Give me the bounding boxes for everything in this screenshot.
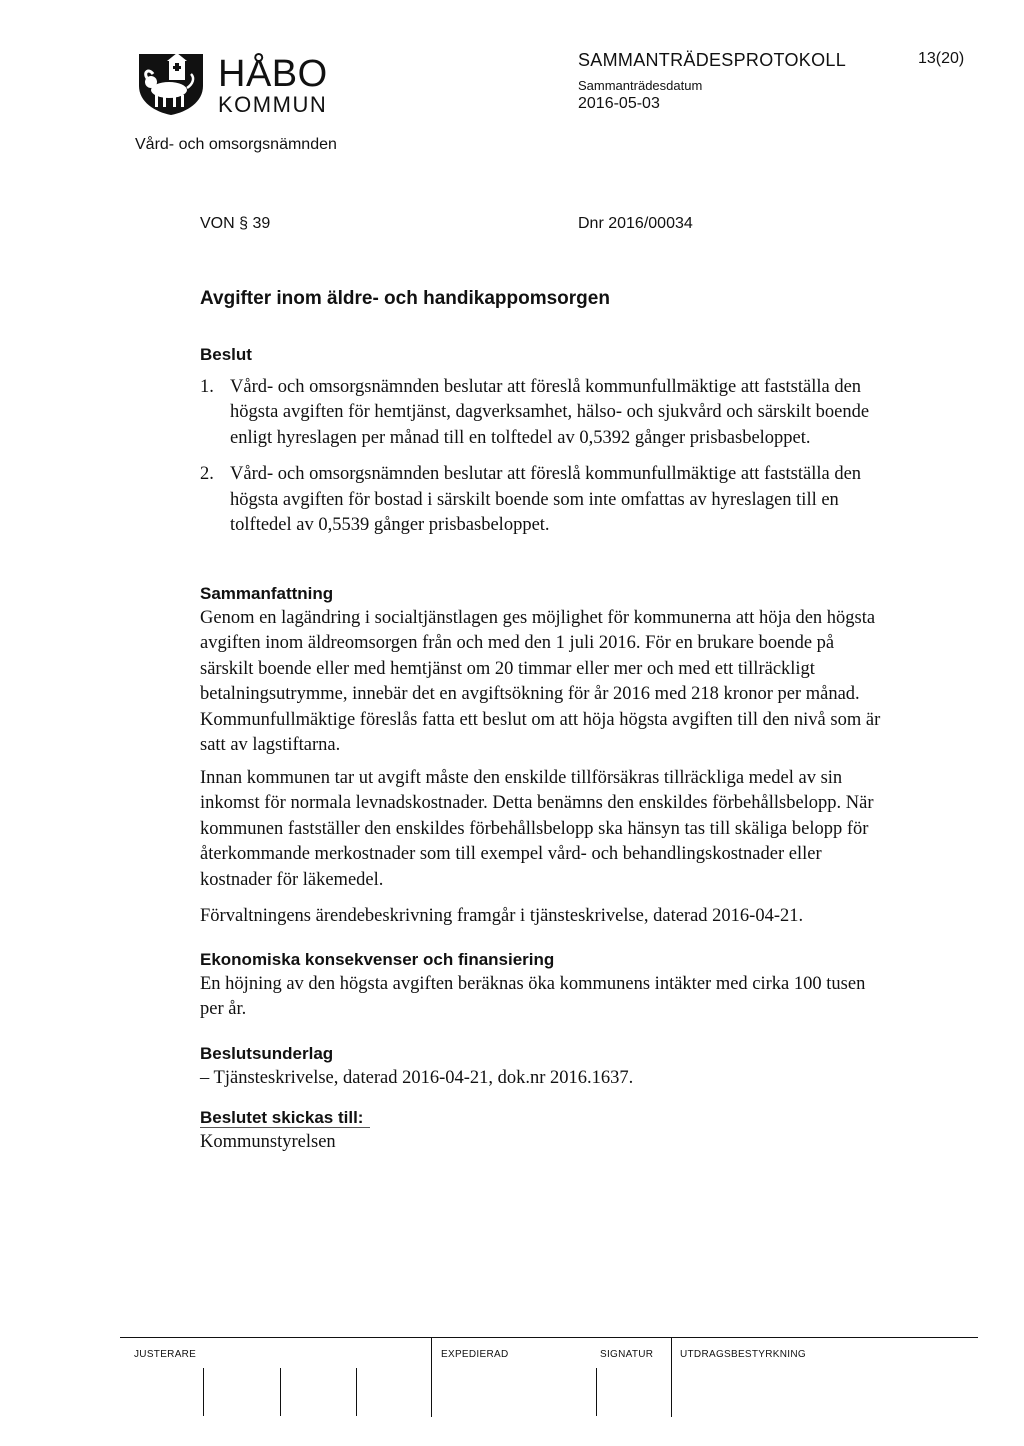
footer-justerare-label: JUSTERARE bbox=[134, 1349, 197, 1360]
decision-text: Vård- och omsorgsnämnden beslutar att föreslå kommunfullmäktige att fastställa den högsta avgiften för hemtjänst, dagverksamhet, hälso- och sjukvård och särskilt boende enligt hyreslagen per månad till en tolftedel av 0,5392 gånger prisbasbeloppet. bbox=[230, 377, 870, 448]
decision-number: 1. bbox=[200, 377, 214, 397]
basis-item: – Tjänsteskrivelse, daterad 2016-04-21, dok.nr 2016.1637. bbox=[200, 1068, 634, 1088]
signature-box-divider bbox=[203, 1368, 204, 1416]
org-subtitle: KOMMUN bbox=[218, 92, 328, 117]
recipients-heading: Beslutet skickas till: bbox=[200, 1108, 364, 1127]
committee-name: Vård- och omsorgsnämnden bbox=[135, 136, 337, 153]
summary-paragraph-2: Innan kommunen tar ut avgift måste den enskilde tillförsäkras tillräckliga medel av sin inkomst för normala levnadskostnader. Detta benämns den enskildes förbehållsbelopp. När kommunen fastställer den enskildes förbehållsbelopp ska hänsyn tas till skäliga belopp för återkommande merkostnader som till exempel vård- och behandlingskostnader eller kostnader för läkemedel. bbox=[200, 768, 874, 890]
page-number: 13(20) bbox=[918, 50, 965, 67]
decision-number: 2. bbox=[200, 464, 214, 485]
beslut-heading: Beslut bbox=[200, 345, 252, 364]
footer-column-divider bbox=[431, 1337, 432, 1417]
summary-paragraph-3: Förvaltningens ärendebeskrivning framgår i tjänsteskrivelse, daterad 2016-04-21. bbox=[200, 906, 804, 926]
footer-utdrag-label: UTDRAGSBESTYRKNING bbox=[680, 1349, 806, 1360]
footer-column-divider bbox=[671, 1337, 672, 1417]
decision-item bbox=[200, 375, 900, 451]
decision-item bbox=[200, 462, 900, 538]
signature-box-divider bbox=[356, 1368, 357, 1416]
section-number: VON § 39 bbox=[200, 215, 271, 232]
signature-box-divider bbox=[280, 1368, 281, 1416]
org-name: HÅBO bbox=[218, 53, 328, 95]
economy-heading: Ekonomiska konsekvenser och finansiering bbox=[200, 950, 555, 969]
economy-text: En höjning av den högsta avgiften beräknas öka kommunens intäkter med cirka 100 tusen per år. bbox=[200, 974, 866, 1020]
footer-divider bbox=[120, 1337, 978, 1338]
footer-signatur-label: SIGNATUR bbox=[600, 1349, 654, 1360]
page-title: Avgifter inom äldre- och handikappomsorgen bbox=[200, 288, 610, 309]
case-number: Dnr 2016/00034 bbox=[578, 215, 693, 232]
summary-heading: Sammanfattning bbox=[200, 584, 334, 603]
decision-text: Vård- och omsorgsnämnden beslutar att föreslå kommunfullmäktige att fastställa den högsta avgiften för bostad i särskilt boende som inte omfattas av hyreslagen till en tolftedel av 0,5539 gånger prisbasbeloppet. bbox=[230, 464, 862, 536]
basis-heading: Beslutsunderlag bbox=[200, 1044, 334, 1063]
meeting-date-label: Sammanträdesdatum bbox=[578, 78, 703, 93]
coat-of-arms-icon bbox=[135, 52, 207, 116]
recipient: Kommunstyrelsen bbox=[200, 1132, 336, 1152]
footer-expedierad-label: EXPEDIERAD bbox=[441, 1349, 509, 1360]
decision-list bbox=[200, 375, 900, 538]
summary-paragraph-1: Genom en lagändring i socialtjänstlagen ges möjlighet för kommunerna att höja den högsta avgiften inom äldreomsorgen från och med den 1 juli 2016. För en brukare boende på särskilt boende eller med hemtjänst om 20 timmar eller mer och med ett tillräckligt betalningsutrymme, innebär det en avgiftsökning för år 2016 med 218 kronor per månad. Kommunfullmäktige föreslås fatta ett beslut om att höja högsta avgiften till den nivå som är satt av lagstiftarna. bbox=[200, 608, 881, 756]
footer-column-divider bbox=[596, 1368, 597, 1416]
document-type: SAMMANTRÄDESPROTOKOLL bbox=[578, 50, 847, 70]
meeting-date: 2016-05-03 bbox=[578, 95, 660, 112]
